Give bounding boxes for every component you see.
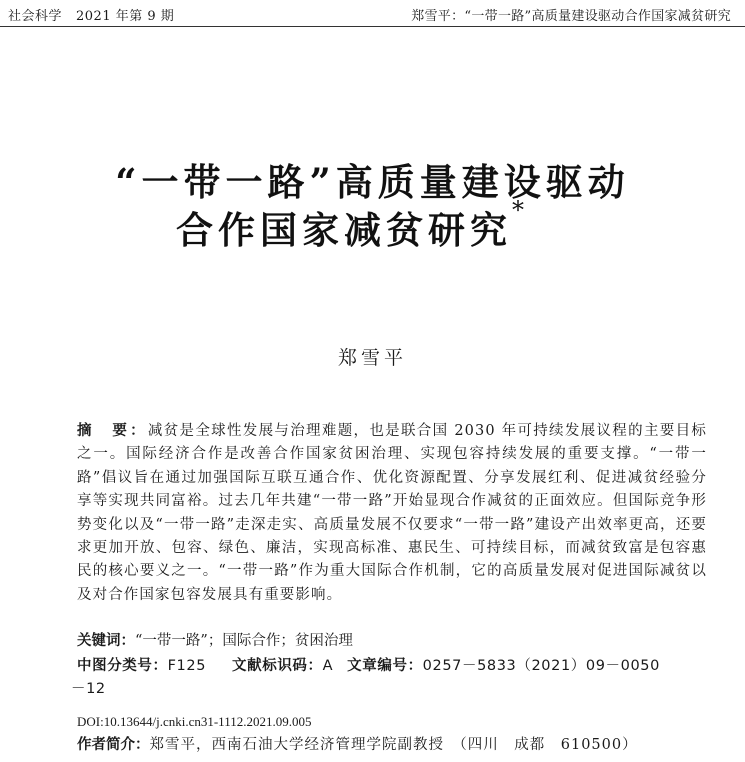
author-intro-value: 郑雪平，西南石油大学经济管理学院副教授 （四川 成都 610500） <box>149 737 638 753</box>
clc-label: 中图分类号： <box>77 658 168 674</box>
author-intro <box>77 734 717 757</box>
keywords <box>77 630 717 653</box>
abstract <box>77 420 707 607</box>
article-number-value: 0257－5833（2021）09－0050 <box>422 658 660 674</box>
journal-info <box>8 5 174 24</box>
abstract-text: 减贫是全球性发展与治理难题，也是联合国 2030 年可持续发展议程的主要目标之一。国际经济合作是改善合作国家贫困治理、实现包容持续发展的重要支撑。“一带一路”倡议旨在通过加强国际互联互通合作、优化资源配置、分享发展红利、促进减贫经验分享等实现共同富裕。过去几年共建“一带一路”开始显现合作减贫的正面效应。但国际竞争形势变化以及“一带一路”走深走实、高质量发展不仅要求“一带一路”建设产出效率更高，还要求更加开放、包容、绿色、廉洁，实现高标准、惠民生、可持续目标，而减贫致富是包容惠民的核心要义之一。“一带一路”作为重大国际合作机制，它的高质量发展对促进国际减贫以及对合作国家包容发展具有重要影响。 <box>77 423 707 603</box>
abstract-label: 摘 要： <box>77 423 148 439</box>
keywords-label: 关键词： <box>77 633 135 649</box>
author-intro-label: 作者简介： <box>77 737 150 753</box>
keywords-value: “一带一路”；国际合作；贫困治理 <box>135 633 353 649</box>
article-title-line2 <box>0 196 745 254</box>
doc-code-label: 文献标识码： <box>232 658 323 674</box>
article-number-label: 文章编号： <box>347 658 423 674</box>
running-title: 郑雪平：“一带一路”高质量建设驱动合作国家减贫研究 <box>411 9 731 24</box>
article-title-line2-text: 合作国家减贫研究 <box>176 208 512 252</box>
issue-number: 2021 年第 9 期 <box>76 9 175 24</box>
header-divider <box>0 26 745 27</box>
running-header <box>0 0 745 30</box>
doc-code-value: A <box>322 658 334 674</box>
classification-info <box>71 655 717 701</box>
clc-value: F125 <box>167 658 207 674</box>
article-title-line1: “一带一路”高质量建设驱动 <box>115 160 630 204</box>
footnote-mark: * <box>512 196 529 224</box>
journal-name: 社会科学 <box>8 9 63 24</box>
doi: DOI:10.13644/j.cnki.cn31-1112.2021.09.005 <box>77 714 312 729</box>
author-name: 郑雪平 <box>337 347 407 369</box>
article-number-continuation: －12 <box>71 681 106 697</box>
